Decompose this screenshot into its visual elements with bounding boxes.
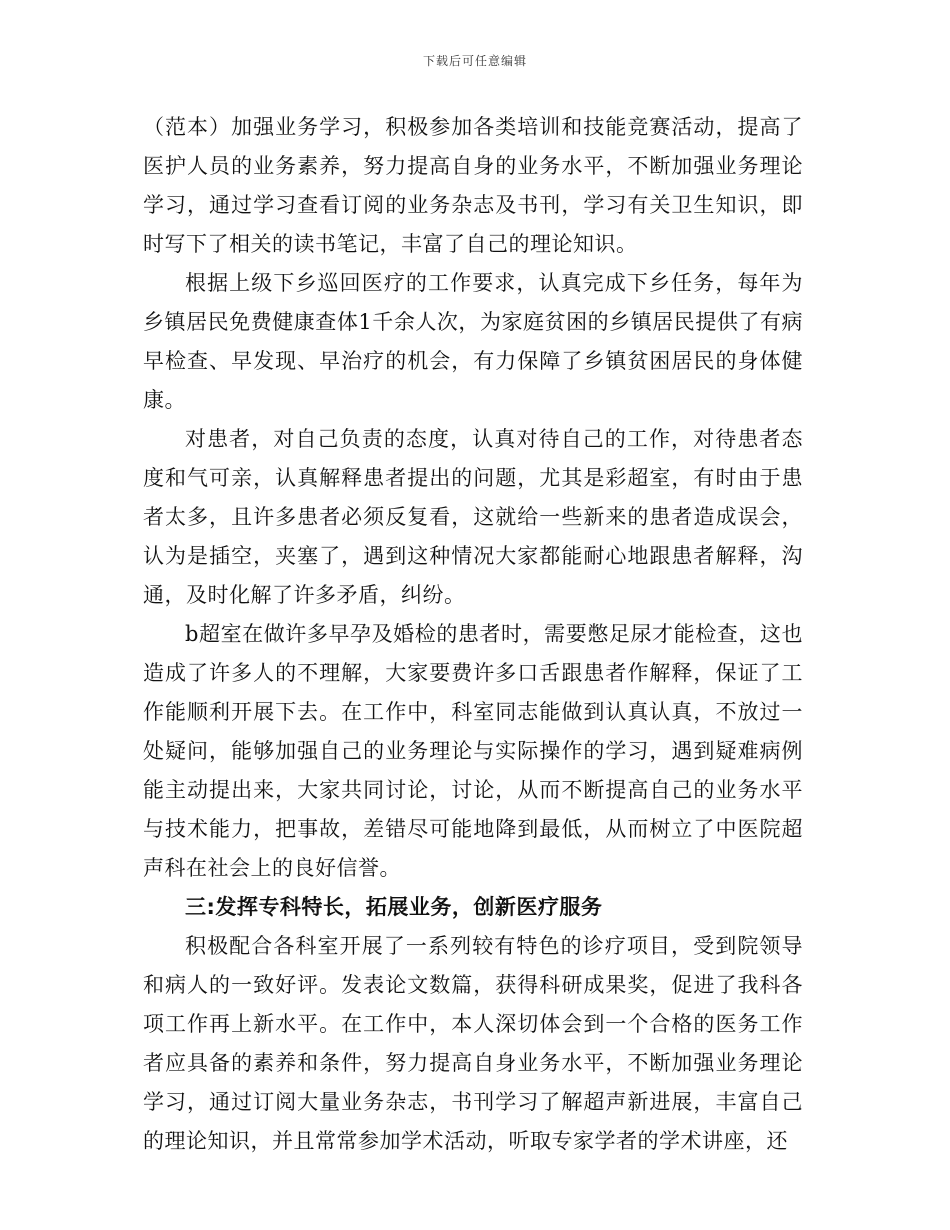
paragraph-b-ultrasound: b超室在做许多早孕及婚检的患者时，需要憋足尿才能检查，这也造成了许多人的不理解，大家要费许多口舌跟患者作解释，保证了工作能顺利开展下去。在工作中，科室同志能做到认真认真，不放过一处疑问，能够加强自己的业务理论与实际操作的学习，遇到疑难病例能主动提出来，大家共同讨论，讨论，从而不断提高自己的业务水平与技术能力，把事故，差错尽可能地降到最低，从而树立了中医院超声科在社会上的良好信誉。 [143, 622, 803, 880]
document-body [143, 108, 803, 1161]
paragraph-patient-attitude: 对患者，对自己负责的态度，认真对待自己的工作，对待患者态度和气可亲，认真解释患者提出的问题，尤其是彩超室，有时由于患者太多，且许多患者必须反复看，这就给一些新来的患者造成误会，认为是插空，夹塞了，遇到这种情况大家都能耐心地跟患者解释，沟通，及时化解了许多矛盾，纠纷。 [143, 427, 803, 607]
page-header: 下载后可任意编辑 [422, 54, 527, 68]
paragraph-specialty: 积极配合各科室开展了一系列较有特色的诊疗项目，受到院领导和病人的一致好评。发表论文数篇，获得科研成果奖，促进了我科各项工作再上新水平。在工作中，本人深切体会到一个合格的医务工作者应具备的素养和条件，努力提高自身业务水平，不断加强业务理论学习，通过订阅大量业务杂志，书刊学习了解超声新进展，丰富自己的理论知识，并且常常参加学术活动，听取专家学者的学术讲座，还 [143, 934, 803, 1153]
paragraph-study: （范本）加强业务学习，积极参加各类培训和技能竞赛活动，提高了医护人员的业务素养，努力提高自身的业务水平，不断加强业务理论学习，通过学习查看订阅的业务杂志及书刊，学习有关卫生知识，即时写下了相关的读书笔记，丰富了自己的理论知识。 [143, 115, 803, 256]
paragraph-rural-medical: 根据上级下乡巡回医疗的工作要求，认真完成下乡任务，每年为乡镇居民免费健康查体1千余人次，为家庭贫困的乡镇居民提供了有病早检查、早发现、早治疗的机会，有力保障了乡镇贫困居民的身体健康。 [143, 271, 803, 412]
section-heading: 三:发挥专科特长，拓展业务，创新医疗服务 [185, 895, 603, 919]
